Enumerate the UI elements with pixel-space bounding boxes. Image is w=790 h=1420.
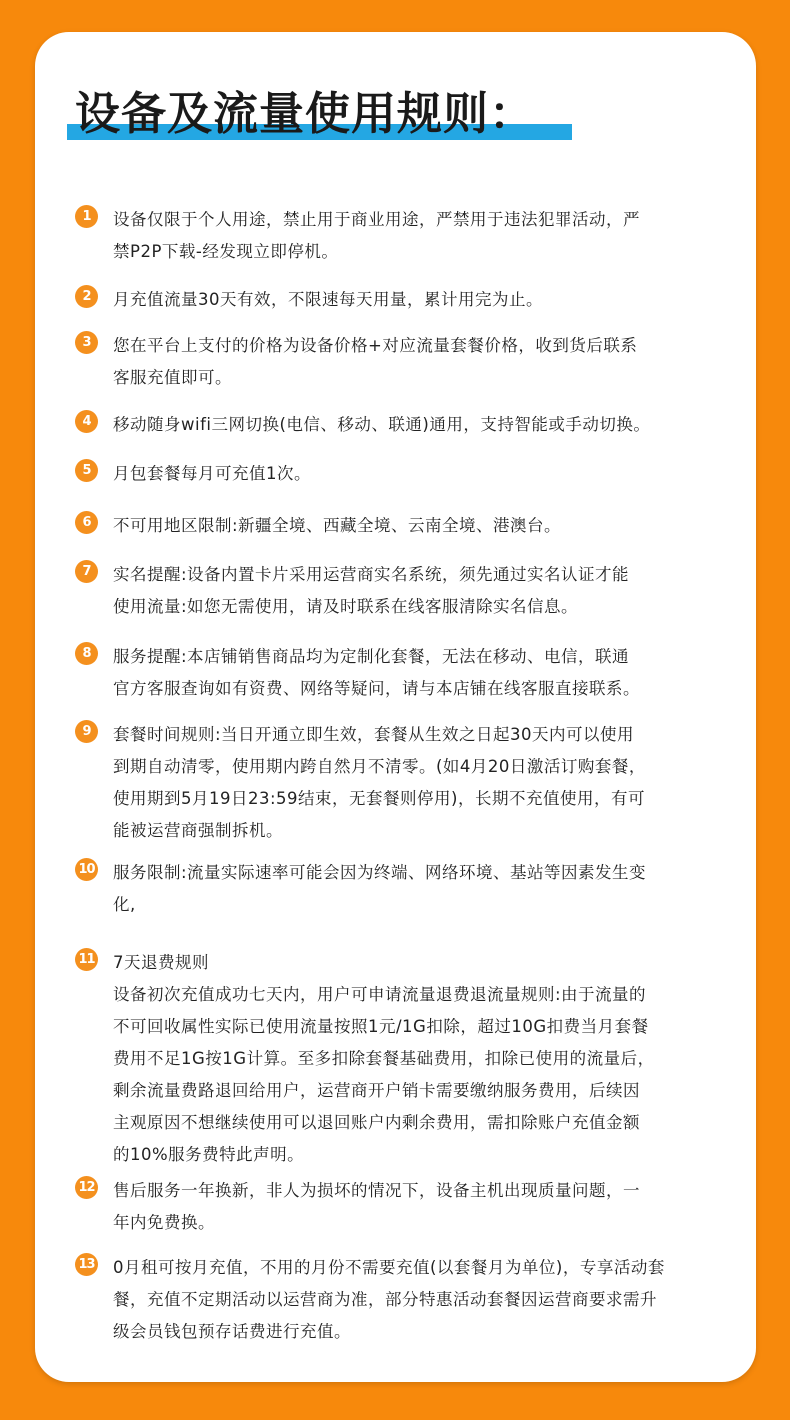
page-title: 设备及流量使用规则： xyxy=(75,87,536,140)
rule-item xyxy=(75,458,735,490)
rule-number-badge: 6 xyxy=(75,511,98,534)
rule-item xyxy=(75,284,735,316)
rule-item xyxy=(75,330,735,394)
rule-text: 您在平台上支付的价格为设备价格+对应流量套餐价格，收到货后联系 客服充值即可。 xyxy=(113,336,638,387)
rule-text: 设备仅限于个人用途，禁止用于商业用途，严禁用于违法犯罪活动，严 禁P2P下载-经发现立即停机。 xyxy=(113,210,640,261)
rule-item xyxy=(75,510,735,542)
rule-item xyxy=(75,641,735,705)
rule-number-badge: 1 xyxy=(75,205,98,228)
rule-number-badge: 10 xyxy=(75,858,98,881)
rule-text: 套餐时间规则:当日开通立即生效，套餐从生效之日起30天内可以使用 到期自动清零，使用期内跨自然月不清零。(如4月20日激活订购套餐， 使用期到5月19日23:59结束，无套餐则停用)，长期不充值使用，有可 能被运营商强制拆机。 xyxy=(113,725,646,840)
rule-number-badge: 12 xyxy=(75,1176,98,1199)
rule-text: 7天退费规则 设备初次充值成功七天内，用户可申请流量退费退流量规则:由于流量的 不可回收属性实际已使用流量按照1元/1G扣除，超过10G扣费当月套餐 费用不足1G按1G计算。至多扣除套餐基础费用，扣除已使用的流量后， 剩余流量费路退回给用户，运营商开户销卡需要缴纳服务费用，后续因 主观原因不想继续使用可以退回账户内剩余费用，需扣除账户充值金额 的10%服务费特此声明。 xyxy=(113,953,655,1164)
rule-text: 实名提醒:设备内置卡片采用运营商实名系统，须先通过实名认证才能 使用流量:如您无需使用，请及时联系在线客服清除实名信息。 xyxy=(113,565,630,616)
rule-number-badge: 5 xyxy=(75,459,98,482)
rule-text: 服务提醒:本店铺销售商品均为定制化套餐，无法在移动、电信，联通 官方客服查询如有资费、网络等疑问，请与本店铺在线客服直接联系。 xyxy=(113,647,640,698)
rule-item xyxy=(75,719,735,847)
rule-text: 移动随身wifi三网切换(电信、移动、联通)通用，支持智能或手动切换。 xyxy=(113,415,651,434)
rule-item xyxy=(75,409,735,441)
rule-item xyxy=(75,1252,735,1348)
rule-item xyxy=(75,559,735,623)
rule-number-badge: 13 xyxy=(75,1253,98,1276)
rule-number-badge: 7 xyxy=(75,560,98,583)
rule-item xyxy=(75,204,735,268)
rules-card xyxy=(35,32,756,1382)
rule-number-badge: 3 xyxy=(75,331,98,354)
rule-text: 服务限制:流量实际速率可能会因为终端、网络环境、基站等因素发生变 化, xyxy=(113,863,647,914)
rule-text: 售后服务一年换新，非人为损坏的情况下，设备主机出现质量问题，一 年内免费换。 xyxy=(113,1181,640,1232)
rule-text: 0月租可按月充值，不用的月份不需要充值(以套餐月为单位)，专享活动套 餐，充值不定期活动以运营商为准，部分特惠活动套餐因运营商要求需升 级会员钱包预存话费进行充值。 xyxy=(113,1258,665,1341)
rule-text: 不可用地区限制:新疆全境、西藏全境、云南全境、港澳台。 xyxy=(113,516,562,535)
rule-number-badge: 8 xyxy=(75,642,98,665)
rule-text: 月充值流量30天有效，不限速每天用量，累计用完为止。 xyxy=(113,290,543,309)
rule-item xyxy=(75,1175,735,1239)
title-block xyxy=(75,86,535,148)
rule-item xyxy=(75,857,735,921)
rule-item xyxy=(75,947,735,1171)
rule-text: 月包套餐每月可充值1次。 xyxy=(113,464,311,483)
rule-number-badge: 2 xyxy=(75,285,98,308)
rule-number-badge: 4 xyxy=(75,410,98,433)
rule-number-badge: 9 xyxy=(75,720,98,743)
rule-number-badge: 11 xyxy=(75,948,98,971)
